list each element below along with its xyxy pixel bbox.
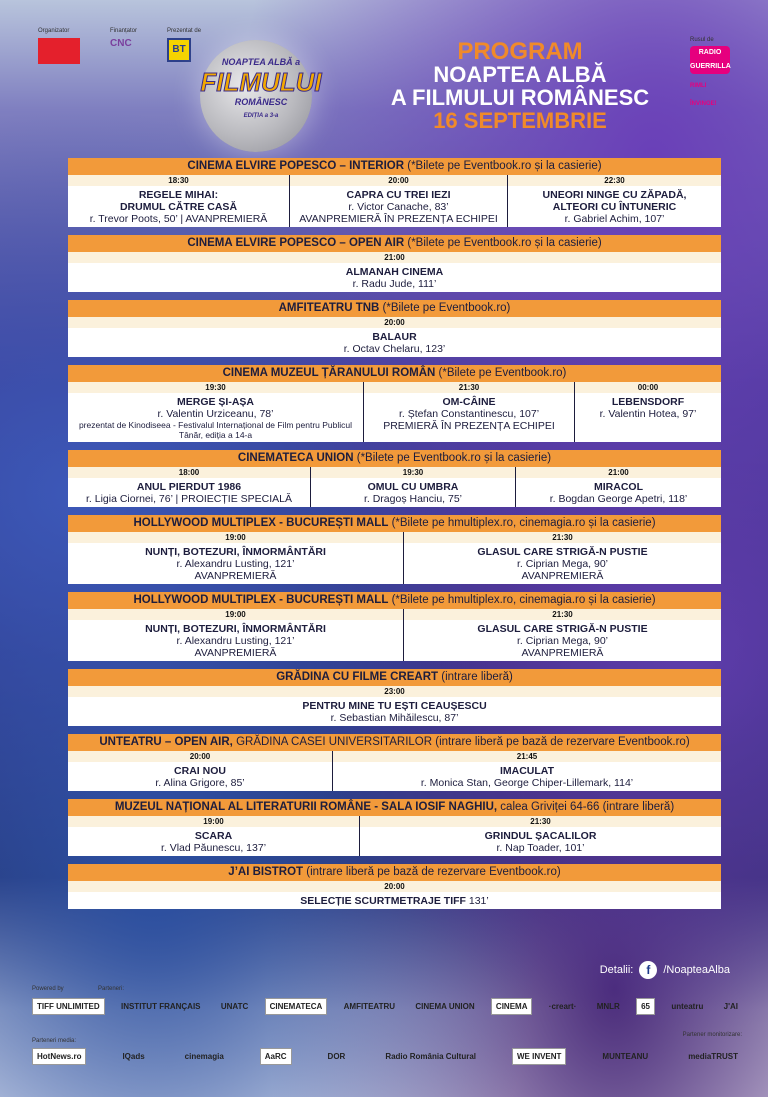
screening-time: 21:30 — [404, 609, 721, 620]
film-director: r. Valentin Urziceanu, 78’ — [157, 408, 274, 420]
venue-ticket-note: (*Bilete pe Eventbook.ro) — [382, 302, 511, 314]
film-row — [68, 620, 721, 661]
film-cell — [68, 620, 404, 661]
film-director: r. Ciprian Mega, 90’ — [516, 635, 609, 647]
film-cell — [575, 393, 721, 442]
sponsor-logo: CINEMA UNION — [415, 1002, 475, 1011]
film-cell — [68, 186, 290, 227]
film-director: r. Radu Jude, 111’ — [352, 278, 437, 290]
time-row — [68, 751, 721, 762]
sponsor-logo: DOR — [327, 1052, 346, 1061]
venue-name: AMFITEATRU TNB — [278, 302, 380, 314]
radio-sub: RIMLI ÎNVINGE! — [690, 83, 717, 107]
venue-header — [68, 515, 721, 532]
time-row — [68, 467, 721, 478]
sponsor-logo: AMFITEATRU — [343, 1002, 396, 1011]
screening-time: 20:00 — [68, 881, 721, 892]
details-label: Detalii: — [599, 964, 634, 976]
screening-time: 19:30 — [311, 467, 516, 478]
time-row — [68, 816, 721, 827]
screening-time: 21:30 — [360, 816, 721, 827]
screening-time: 23:00 — [68, 686, 721, 697]
film-cell — [290, 186, 508, 227]
screening-time: 22:30 — [508, 175, 721, 186]
venue-header — [68, 235, 721, 252]
film-row — [68, 697, 721, 726]
film-cell — [311, 478, 516, 507]
venue-header — [68, 365, 721, 382]
venue-name: GRĂDINA CU FILME CREART — [276, 671, 439, 683]
title-date: 16 SEPTEMBRIE — [433, 108, 607, 133]
film-row — [68, 186, 721, 227]
sponsor-logo: ·creart· — [548, 1002, 577, 1011]
screening-time: 18:30 — [68, 175, 290, 186]
venue-ticket-note: GRĂDINA CASEI UNIVERSITARILOR (intrare liberă pe bază de rezervare Eventbook.ro) — [236, 736, 690, 748]
sponsor-logo: IQads — [122, 1052, 145, 1061]
time-row — [68, 175, 721, 186]
sponsor-logo: 65 — [636, 998, 655, 1015]
film-remark: AVANPREMIERĂ — [521, 647, 604, 659]
screening-time: 19:00 — [68, 532, 404, 543]
film-title: NUNȚI, BOTEZURI, ÎNMORMÂNTĂRI — [145, 546, 326, 558]
film-title: MERGE ȘI-AȘA — [176, 396, 254, 408]
film-title: UNEORI NINGE CU ZĂPADĂ, — [542, 189, 687, 201]
program-table — [68, 158, 721, 917]
time-row — [68, 317, 721, 328]
film-cell — [404, 543, 721, 584]
venue-name: CINEMATECA UNION — [237, 452, 354, 464]
screening-time: 20:00 — [68, 317, 721, 328]
media-partners-row — [32, 1048, 742, 1065]
venue-name: HOLLYWOOD MULTIPLEX - BUCUREȘTI MALL — [133, 517, 389, 529]
film-director: r. Vlad Păunescu, 137’ — [160, 842, 267, 854]
time-row — [68, 686, 721, 697]
film-cell — [68, 762, 333, 791]
cnc-logo: CNC — [110, 38, 132, 49]
film-title: CAPRA CU TREI IEZI — [346, 189, 451, 201]
film-cell — [68, 697, 721, 726]
venue-header — [68, 864, 721, 881]
powered-by-label: Powered by — [32, 986, 64, 992]
film-cell — [516, 478, 721, 507]
venue-block — [68, 300, 721, 357]
partners-row — [32, 998, 742, 1015]
film-row — [68, 393, 721, 442]
film-title: MIRACOL — [594, 481, 643, 493]
film-cell — [508, 186, 721, 227]
venue-name: HOLLYWOOD MULTIPLEX - BUCUREȘTI MALL — [133, 594, 389, 606]
film-title: GLASUL CARE STRIGĂ-N PUSTIE — [477, 623, 648, 635]
film-cell — [360, 827, 721, 856]
radio-logo: RADIO GUERRILLA — [690, 46, 730, 74]
film-director: r. Bogdan George Apetri, 118’ — [549, 493, 688, 505]
film-director: r. Alexandru Lusting, 121’ — [176, 635, 295, 647]
media-partners-label: Parteneri media: — [32, 1038, 77, 1044]
logo-big: FILMULUI — [200, 67, 322, 97]
venue-header — [68, 158, 721, 175]
film-title: SELECȚIE SCURTMETRAJE TIFF — [300, 895, 466, 907]
time-row — [68, 252, 721, 263]
film-director: r. Ligia Ciornei, 76’ | PROIECȚIE SPECIALĂ — [85, 493, 292, 505]
venue-block — [68, 864, 721, 909]
film-cell — [68, 827, 360, 856]
venue-header — [68, 734, 721, 751]
sponsor-logo: J'AI — [723, 1002, 738, 1011]
venue-name: CINEMA ELVIRE POPESCO – OPEN AIR — [187, 237, 405, 249]
film-row — [68, 892, 721, 909]
venue-ticket-note: (*Bilete pe hmultiplex.ro, cinemagia.ro și la casierie) — [391, 594, 656, 606]
screening-time: 18:00 — [68, 467, 311, 478]
film-director: r. Ciprian Mega, 90’ — [516, 558, 609, 570]
film-cell — [68, 543, 404, 584]
venue-ticket-note: (*Bilete pe Eventbook.ro și la casierie) — [407, 237, 602, 249]
partner-label: Rusul de — [690, 37, 714, 43]
funder-block — [110, 28, 137, 64]
film-director: r. Trevor Poots, 50’ | AVANPREMIERĂ — [89, 213, 268, 225]
title-noaptea: NOAPTEA ALBĂ — [433, 62, 607, 87]
film-title: IMACULAT — [499, 765, 555, 777]
film-row — [68, 543, 721, 584]
film-director: r. Victor Canache, 83’ — [348, 201, 449, 213]
film-title: OM-CÂINE — [442, 396, 496, 408]
facebook-icon: f — [639, 961, 657, 979]
organizer-logo — [38, 38, 80, 64]
sponsor-logo: unteatru — [671, 1002, 704, 1011]
screening-time: 21:30 — [364, 382, 575, 393]
partners-label: Parteneri: — [98, 986, 125, 992]
screening-time: 19:00 — [68, 609, 404, 620]
film-row — [68, 328, 721, 357]
film-row — [68, 263, 721, 292]
organizer-block — [38, 28, 80, 64]
venue-name: J’AI BISTROT — [228, 866, 304, 878]
film-cell — [364, 393, 575, 442]
festival-logo-text — [196, 56, 326, 122]
venue-ticket-note: (*Bilete pe Eventbook.ro și la casierie) — [407, 160, 602, 172]
presenter-label: Prezentat de — [167, 28, 202, 34]
film-title: NUNȚI, BOTEZURI, ÎNMORMÂNTĂRI — [145, 623, 326, 635]
venue-block — [68, 515, 721, 584]
film-title: BALAUR — [372, 331, 417, 343]
film-director: r. Dragoș Hanciu, 75’ — [363, 493, 463, 505]
film-cell — [404, 620, 721, 661]
venue-name: CINEMA MUZEUL ȚĂRANULUI ROMÂN — [222, 367, 436, 379]
film-director: r. Sebastian Mihăilescu, 87’ — [330, 712, 459, 724]
venue-ticket-note: calea Griviței 64-66 (intrare liberă) — [500, 801, 675, 813]
film-director: r. Alexandru Lusting, 121’ — [176, 558, 295, 570]
logo-line1: NOAPTEA ALBĂ a — [221, 57, 301, 67]
venue-name: MUZEUL NAȚIONAL AL LITERATURII ROMÂNE - SALA IOSIF NAGHIU, — [114, 801, 498, 813]
film-title: GLASUL CARE STRIGĂ-N PUSTIE — [477, 546, 648, 558]
bt-logo: BT — [167, 38, 191, 62]
film-row — [68, 762, 721, 791]
film-row — [68, 478, 721, 507]
details-link[interactable] — [600, 961, 730, 979]
film-remark: AVANPREMIERĂ — [521, 570, 604, 582]
film-title: REGELE MIHAI: — [138, 189, 219, 201]
film-cell — [68, 892, 721, 909]
sponsor-logo: cinemagia — [184, 1052, 224, 1061]
venue-name: CINEMA ELVIRE POPESCO – INTERIOR — [187, 160, 405, 172]
time-row — [68, 382, 721, 393]
venue-block — [68, 235, 721, 292]
screening-time: 19:00 — [68, 816, 360, 827]
sponsor-logo: HotNews.ro — [32, 1048, 86, 1065]
venue-header — [68, 592, 721, 609]
venue-block — [68, 734, 721, 791]
sponsor-logo: CINEMATECA — [265, 998, 328, 1015]
radio-partner-block — [690, 28, 730, 110]
screening-time: 00:00 — [575, 382, 721, 393]
venue-ticket-note: (intrare liberă pe bază de rezervare Eventbook.ro) — [306, 866, 561, 878]
film-director: r. Alina Grigore, 85’ — [155, 777, 245, 789]
film-cell — [68, 328, 721, 357]
film-cell — [333, 762, 721, 791]
screening-time: 21:30 — [404, 532, 721, 543]
film-title: PENTRU MINE TU EȘTI CEAUȘESCU — [302, 700, 487, 712]
film-remark: PREMIERĂ ÎN PREZENȚA ECHIPEI — [383, 420, 555, 432]
film-title-line2: DRUMUL CĂTRE CASĂ — [119, 201, 238, 213]
film-director: r. Octav Chelaru, 123’ — [343, 343, 446, 355]
screening-time: 21:00 — [68, 252, 721, 263]
film-cell — [68, 478, 311, 507]
film-cell — [68, 393, 364, 442]
venue-header — [68, 669, 721, 686]
venue-header — [68, 450, 721, 467]
film-title: LEBENSDORF — [611, 396, 685, 408]
film-director: r. Nap Toader, 101’ — [496, 842, 585, 854]
film-title: ANUL PIERDUT 1986 — [136, 481, 242, 493]
venue-ticket-note: (*Bilete pe hmultiplex.ro, cinemagia.ro și la casierie) — [391, 517, 656, 529]
film-remark: AVANPREMIERĂ ÎN PREZENȚA ECHIPEI — [299, 213, 498, 225]
film-remark: AVANPREMIERĂ — [194, 647, 277, 659]
film-title: CRAI NOU — [174, 765, 226, 777]
venue-block — [68, 669, 721, 726]
film-title: ALMANAH CINEMA — [345, 266, 444, 278]
logo-line4: EDIȚIA a 3-a — [243, 113, 279, 119]
sponsor-logo: CINEMA — [491, 998, 533, 1015]
sponsor-logo: AaRC — [260, 1048, 292, 1065]
venue-name: UNTEATRU – OPEN AIR, — [99, 736, 233, 748]
screening-time: 19:30 — [68, 382, 364, 393]
time-row — [68, 532, 721, 543]
film-duration: 131’ — [468, 895, 489, 907]
top-logos — [38, 28, 201, 64]
facebook-handle[interactable]: /NoapteaAlba — [663, 964, 730, 976]
screening-time: 21:45 — [333, 751, 721, 762]
film-director: r. Monica Stan, George Chiper-Lillemark, 114’ — [420, 777, 634, 789]
venue-header — [68, 799, 721, 816]
venue-ticket-note: (*Bilete pe Eventbook.ro) — [438, 367, 567, 379]
logo-line3: ROMÂNESC — [234, 97, 288, 107]
film-title-line2: ALTEORI CU ÎNTUNERIC — [552, 201, 677, 213]
venue-ticket-note: (*Bilete pe Eventbook.ro și la casierie) — [356, 452, 552, 464]
sponsor-logo: TIFF UNLIMITED — [32, 998, 105, 1015]
film-title: GRINDUL ȘACALILOR — [484, 830, 597, 842]
film-director: r. Valentin Hotea, 97’ — [599, 408, 697, 420]
film-director: r. Gabriel Achim, 107’ — [564, 213, 665, 225]
sponsor-logo: MUNTEANU — [602, 1052, 649, 1061]
funder-label: Finanțator — [110, 28, 138, 34]
venue-block — [68, 365, 721, 442]
screening-time: 21:00 — [516, 467, 721, 478]
venue-block — [68, 592, 721, 661]
screening-time: 20:00 — [290, 175, 508, 186]
film-cell — [68, 263, 721, 292]
venue-block — [68, 450, 721, 507]
film-extra-note: prezentat de Kinodiseea - Festivalul Internațional de Film pentru Publicul Tânăr, ediția a 14-a — [78, 420, 353, 440]
venue-block — [68, 799, 721, 856]
film-row — [68, 827, 721, 856]
screening-time: 20:00 — [68, 751, 333, 762]
sponsor-logo: WE INVENT — [512, 1048, 566, 1065]
sponsor-logo: MNLR — [596, 1002, 620, 1011]
sponsor-logo: Radio România Cultural — [385, 1052, 476, 1061]
time-row — [68, 609, 721, 620]
page-title — [360, 40, 680, 132]
sponsor-logo: INSTITUT FRANÇAIS — [120, 1002, 201, 1011]
organizer-label: Organizator — [38, 28, 70, 34]
monitor-partner-label: Partener monitorizare: — [682, 1032, 742, 1038]
film-director: r. Ștefan Constantinescu, 107’ — [398, 408, 540, 420]
film-remark: AVANPREMIERĂ — [194, 570, 277, 582]
title-program: PROGRAM — [457, 38, 583, 65]
venue-ticket-note: (intrare liberă) — [441, 671, 513, 683]
sponsor-logo: UNATC — [220, 1002, 249, 1011]
film-title: OMUL CU UMBRA — [367, 481, 459, 493]
title-filmului: A FILMULUI ROMÂNESC — [390, 85, 650, 110]
sponsor-logo: mediaTRUST — [688, 1052, 738, 1061]
time-row — [68, 881, 721, 892]
venue-block — [68, 158, 721, 227]
film-title: SCARA — [194, 830, 233, 842]
venue-header — [68, 300, 721, 317]
